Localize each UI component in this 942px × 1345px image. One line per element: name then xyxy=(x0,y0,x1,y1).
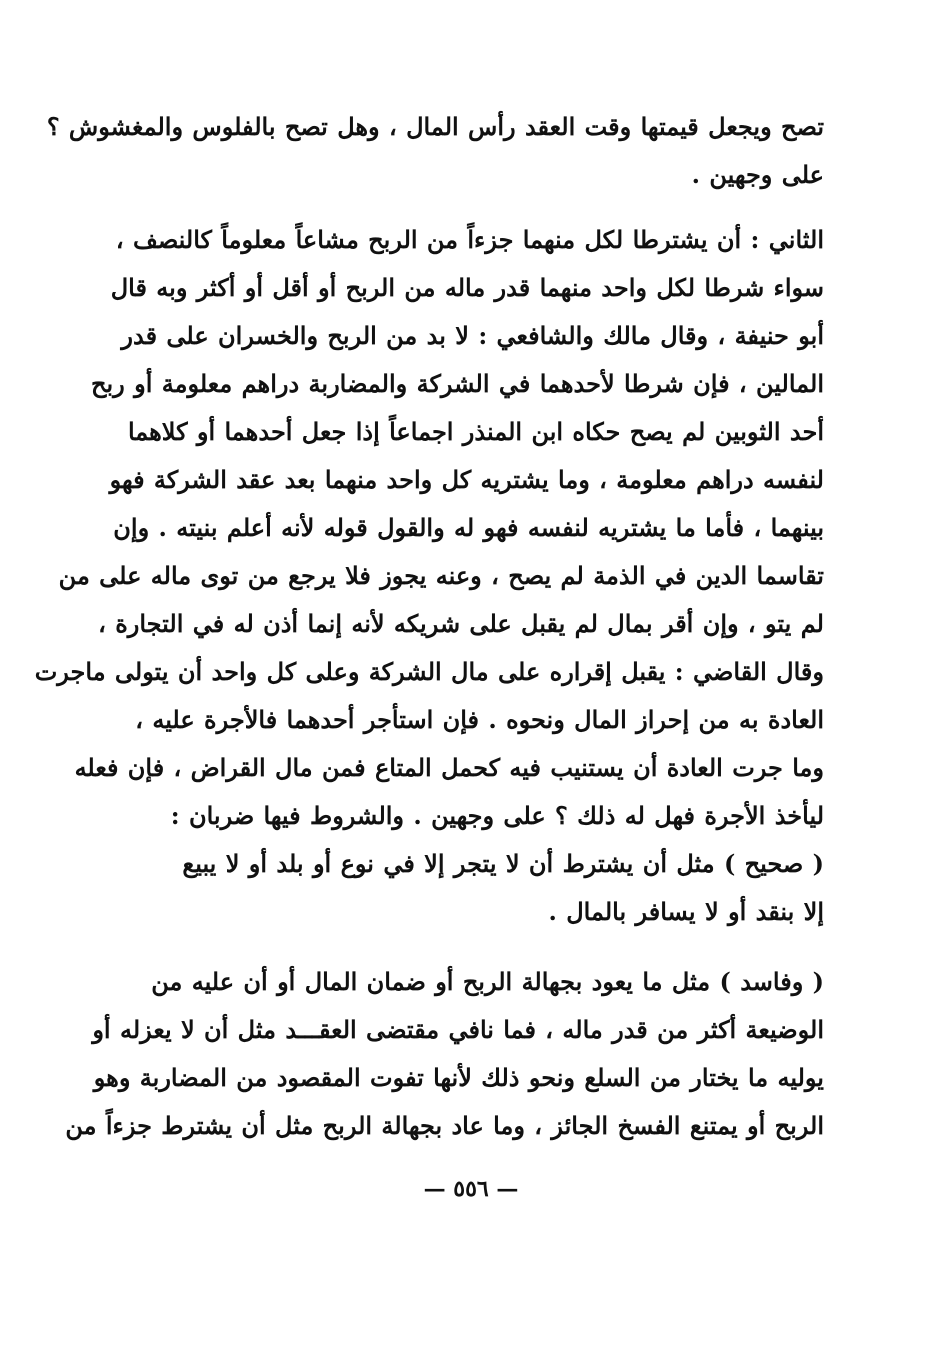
paragraph-1 xyxy=(46,103,824,199)
text-line: وقال القاضي : يقبل إقراره على مال الشركة وعلى كل واحد أن يتولى ماجرت xyxy=(34,657,824,686)
text-line: وما جرت العادة أن يستنيب فيه كحمل المتاع فمن مال القراض ، فإن فعله xyxy=(74,753,824,782)
text-line: أبو حنيفة ، وقال مالك والشافعي : لا بد من الربح والخسران على قدر xyxy=(121,321,824,350)
text-line: إلا بنقد أو لا يسافر بالمال . xyxy=(548,897,824,926)
text-line: لنفسه دراهم معلومة ، وما يشتريه كل واحد منهما بعد عقد الشركة فهو xyxy=(109,465,824,494)
text-line: تقاسما الدين في الذمة لم يصح ، وعنه يجوز فلا يرجع من توى ماله على من xyxy=(58,561,824,590)
text-line: تصح ويجعل قيمتها وقت العقد رأس المال ، وهل تصح بالفلوس والمغشوش ؟ xyxy=(46,112,824,141)
text-line: على وجهين . xyxy=(691,160,824,189)
paragraph-2 xyxy=(34,216,824,936)
paragraph-3 xyxy=(65,958,824,1150)
text-line: الثاني : أن يشترطا لكل منهما جزءاً من الربح مشاعاً معلوماً كالنصف ، xyxy=(115,225,824,254)
text-line: أحد الثوبين لم يصح حكاه ابن المنذر اجماعاً إذا جعل أحدهما أو كلاهما xyxy=(127,417,824,446)
text-line: لم يتو ، وإن أقر بمال لم يقبل على شريكه لأنه إنما أذن له في التجارة ، xyxy=(98,609,824,638)
text-line: العادة به من إحراز المال ونحوه . فإن استأجر أحدهما فالأجرة عليه ، xyxy=(135,705,824,734)
page-number: — ٥٥٦ — xyxy=(423,1176,519,1202)
text-line: بينهما ، فأما ما يشتريه لنفسه فهو له والقول قوله لأنه أعلم بنيته . وإن xyxy=(113,513,824,542)
text-line: الربح أو يمتنع الفسخ الجائز ، وما عاد بجهالة الربح مثل أن يشترط جزءاً من xyxy=(65,1111,824,1140)
text-line: المالين ، فإن شرطا لأحدهما في الشركة والمضاربة دراهم معلومة أو ربح xyxy=(91,369,824,398)
text-line: يوليه ما يختار من السلع ونحو ذلك لأنها تفوت المقصود من المضاربة وهو xyxy=(93,1063,824,1092)
text-line: ( صحيح ) مثل أن يشترط أن لا يتجر إلا في نوع أو بلد أو لا يبيع xyxy=(182,849,824,878)
text-line: الوضيعة أكثر من قدر ماله ، فما نافي مقتضى العقـــد مثل أن لا يعزله أو xyxy=(92,1015,824,1044)
text-line: ليأخذ الأجرة فهل له ذلك ؟ على وجهين . والشروط فيها ضربان : xyxy=(170,801,824,830)
text-line: سواء شرطا لكل واحد منهما قدر ماله من الربح أو أقل أو أكثر وبه قال xyxy=(110,273,824,302)
text-line: ( وفاسد ) مثل ما يعود بجهالة الربح أو ضمان المال أو أن عليه من xyxy=(151,967,824,996)
